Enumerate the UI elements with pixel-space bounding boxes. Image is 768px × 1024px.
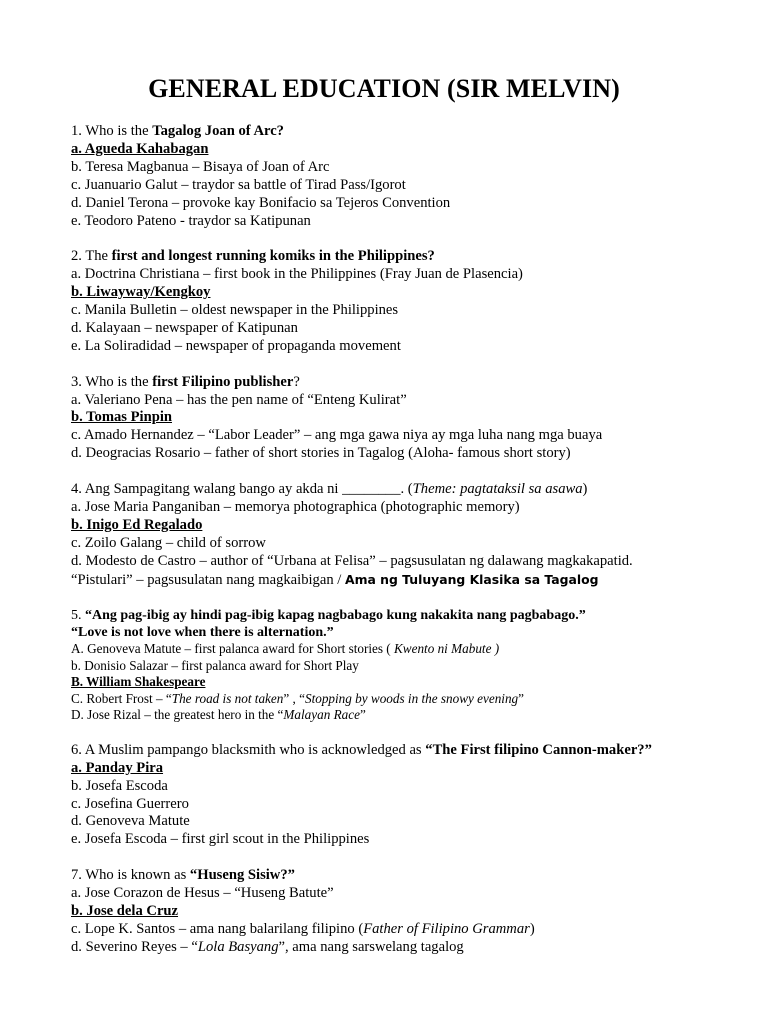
- question-4-theme: Theme: pagtataksil sa asawa: [412, 481, 583, 498]
- question-7-bold: “Huseng Sisiw?”: [189, 867, 295, 884]
- question-7-option-c-suffix: ): [529, 920, 535, 937]
- question-1-option-c: c. Juanuario Galut – traydor sa battle of Tirad Pass/Igorot: [71, 176, 406, 193]
- question-3-text: [71, 374, 741, 392]
- question-5-option-d-prefix: D. Jose Rizal – the greatest hero in the “: [71, 707, 284, 723]
- question-3-option-c: c. Amado Hernandez – “Labor Leader” – ang mga gawa niya ay mga luha nang mga buaya: [71, 427, 603, 444]
- question-6-option-b: b. Josefa Escoda: [71, 777, 168, 794]
- question-5-option-a-text: A. Genoveva Matute – first palanca award for Short stories (: [71, 641, 394, 657]
- question-7: [71, 867, 741, 957]
- question-6-answer: a. Panday Pira: [71, 759, 164, 776]
- question-4-option-d: d. Modesto de Castro – author of “Urbana at Felisa” – pagsusulatan ng dalawang magkakapatid.: [71, 552, 633, 569]
- question-5-option-c: [71, 691, 741, 708]
- question-1-text: [71, 123, 741, 141]
- question-5-option-c-prefix: C. Robert Frost – “: [71, 690, 172, 706]
- question-7-option-d-prefix: d. Severino Reyes – “: [71, 938, 198, 955]
- question-3-option-d: d. Deogracias Rosario – father of short stories in Tagalog (Aloha- famous short story): [71, 445, 571, 462]
- question-6-text: [71, 742, 741, 760]
- question-2-option-c: c. Manila Bulletin – oldest newspaper in the Philippines: [71, 302, 399, 319]
- question-2-answer: b. Liwayway/Kengkoy: [71, 284, 211, 301]
- question-5-translation-text: “Love is not love when there is alternation.”: [71, 625, 334, 641]
- question-3-suffix: ?: [293, 373, 300, 390]
- question-5-quote: “Ang pag-ibig ay hindi pag-ibig kapag nagbabago kung nakakita nang pagbabago.”: [85, 608, 586, 624]
- question-3: [71, 374, 741, 464]
- question-5-number: 5.: [71, 608, 85, 624]
- question-5-option-a: [71, 641, 741, 658]
- quiz-content: [71, 123, 741, 975]
- question-6-prefix: 6. A Muslim pampango blacksmith who is acknowledged as: [71, 741, 426, 758]
- question-1-option-b: b. Teresa Magbanua – Bisaya of Joan of Arc: [71, 158, 330, 175]
- question-7-prefix: 7. Who is known as: [71, 867, 190, 884]
- question-7-option-d: [71, 939, 741, 957]
- question-7-text: [71, 867, 741, 885]
- question-5-text: [71, 607, 741, 624]
- question-2-bold: first and longest running komiks in the Philippines?: [111, 248, 435, 265]
- question-1-option-d: d. Daniel Terona – provoke kay Bonifacio sa Tejeros Convention: [71, 194, 451, 211]
- question-6-bold: “The First filipino Cannon-maker?”: [425, 741, 652, 758]
- question-7-option-a: a. Jose Corazon de Hesus – “Huseng Batute”: [71, 885, 334, 902]
- question-1-prefix: 1. Who is the: [71, 123, 153, 139]
- question-4: [71, 481, 741, 589]
- question-5-answer: B. William Shakespeare: [71, 674, 206, 690]
- question-6-option-d: d. Genoveva Matute: [71, 813, 190, 830]
- question-6-option-e: e. Josefa Escoda – first girl scout in the Philippines: [71, 831, 370, 848]
- question-6: [71, 742, 741, 849]
- question-7-option-d-suffix: ”, ama nang sarswelang tagalog: [278, 938, 464, 955]
- question-4-answer: b. Inigo Ed Regalado: [71, 516, 203, 533]
- question-4-text: [71, 481, 741, 499]
- question-2-text: [71, 248, 741, 266]
- question-5-option-a-italic: Kwento ni Mabute ): [394, 641, 500, 657]
- question-1: [71, 123, 741, 230]
- page-title: GENERAL EDUCATION (SIR MELVIN): [148, 74, 620, 103]
- question-1-answer: a. Agueda Kahabagan: [71, 140, 209, 157]
- question-4-suffix: ): [582, 481, 588, 498]
- question-4-prefix: 4. Ang Sampagitang walang bango ay akda ni ________. (: [71, 481, 413, 498]
- question-5: [71, 607, 741, 724]
- question-5-option-c-mid: ” , “: [283, 690, 305, 706]
- question-3-answer: b. Tomas Pinpin: [71, 409, 172, 426]
- question-3-bold: first Filipino publisher: [152, 373, 294, 390]
- question-3-option-a: a. Valeriano Pena – has the pen name of “Enteng Kulirat”: [71, 391, 407, 408]
- question-4-extra-bold: Ama ng Tuluyang Klasika sa Tagalog: [344, 571, 599, 587]
- question-5-option-d-suffix: ”: [359, 707, 366, 723]
- question-2-option-e: e. La Soliradidad – newspaper of propaganda movement: [71, 337, 401, 354]
- question-5-translation: [71, 624, 741, 641]
- question-5-option-b: b. Donisio Salazar – first palanca award for Short Play: [71, 657, 359, 673]
- question-1-bold: Tagalog Joan of Arc?: [152, 123, 284, 139]
- question-2-prefix: 2. The: [71, 248, 112, 265]
- question-5-option-d: [71, 707, 741, 724]
- question-7-option-c: [71, 921, 741, 939]
- question-2: [71, 248, 741, 355]
- question-2-option-a: a. Doctrina Christiana – first book in the Philippines (Fray Juan de Plasencia): [71, 266, 523, 283]
- question-6-option-c: c. Josefina Guerrero: [71, 795, 189, 812]
- question-7-option-d-italic: Lola Basyang: [197, 938, 279, 955]
- question-4-extra-note: [71, 571, 741, 590]
- question-5-option-d-italic: Malayan Race: [283, 707, 360, 723]
- question-5-option-c-suffix: ”: [518, 690, 524, 706]
- question-5-option-c-italic-2: Stopping by woods in the snowy evening: [304, 690, 519, 706]
- question-5-option-c-italic-1: The road is not taken: [171, 690, 284, 706]
- question-3-prefix: 3. Who is the: [71, 373, 153, 390]
- question-7-option-c-italic: Father of Filipino Grammar: [363, 920, 530, 937]
- question-7-option-c-prefix: c. Lope K. Santos – ama nang balarilang filipino (: [71, 920, 364, 937]
- question-1-option-e: e. Teodoro Pateno - traydor sa Katipunan: [71, 212, 311, 229]
- question-4-option-a: a. Jose Maria Panganiban – memorya photographica (photographic memory): [71, 498, 520, 515]
- question-2-option-d: d. Kalayaan – newspaper of Katipunan: [71, 319, 298, 336]
- question-4-extra-prefix: “Pistulari” – pagsusulatan nang magkaibigan /: [71, 571, 345, 588]
- question-4-option-c: c. Zoilo Galang – child of sorrow: [71, 534, 266, 551]
- question-7-answer: b. Jose dela Cruz: [71, 902, 179, 919]
